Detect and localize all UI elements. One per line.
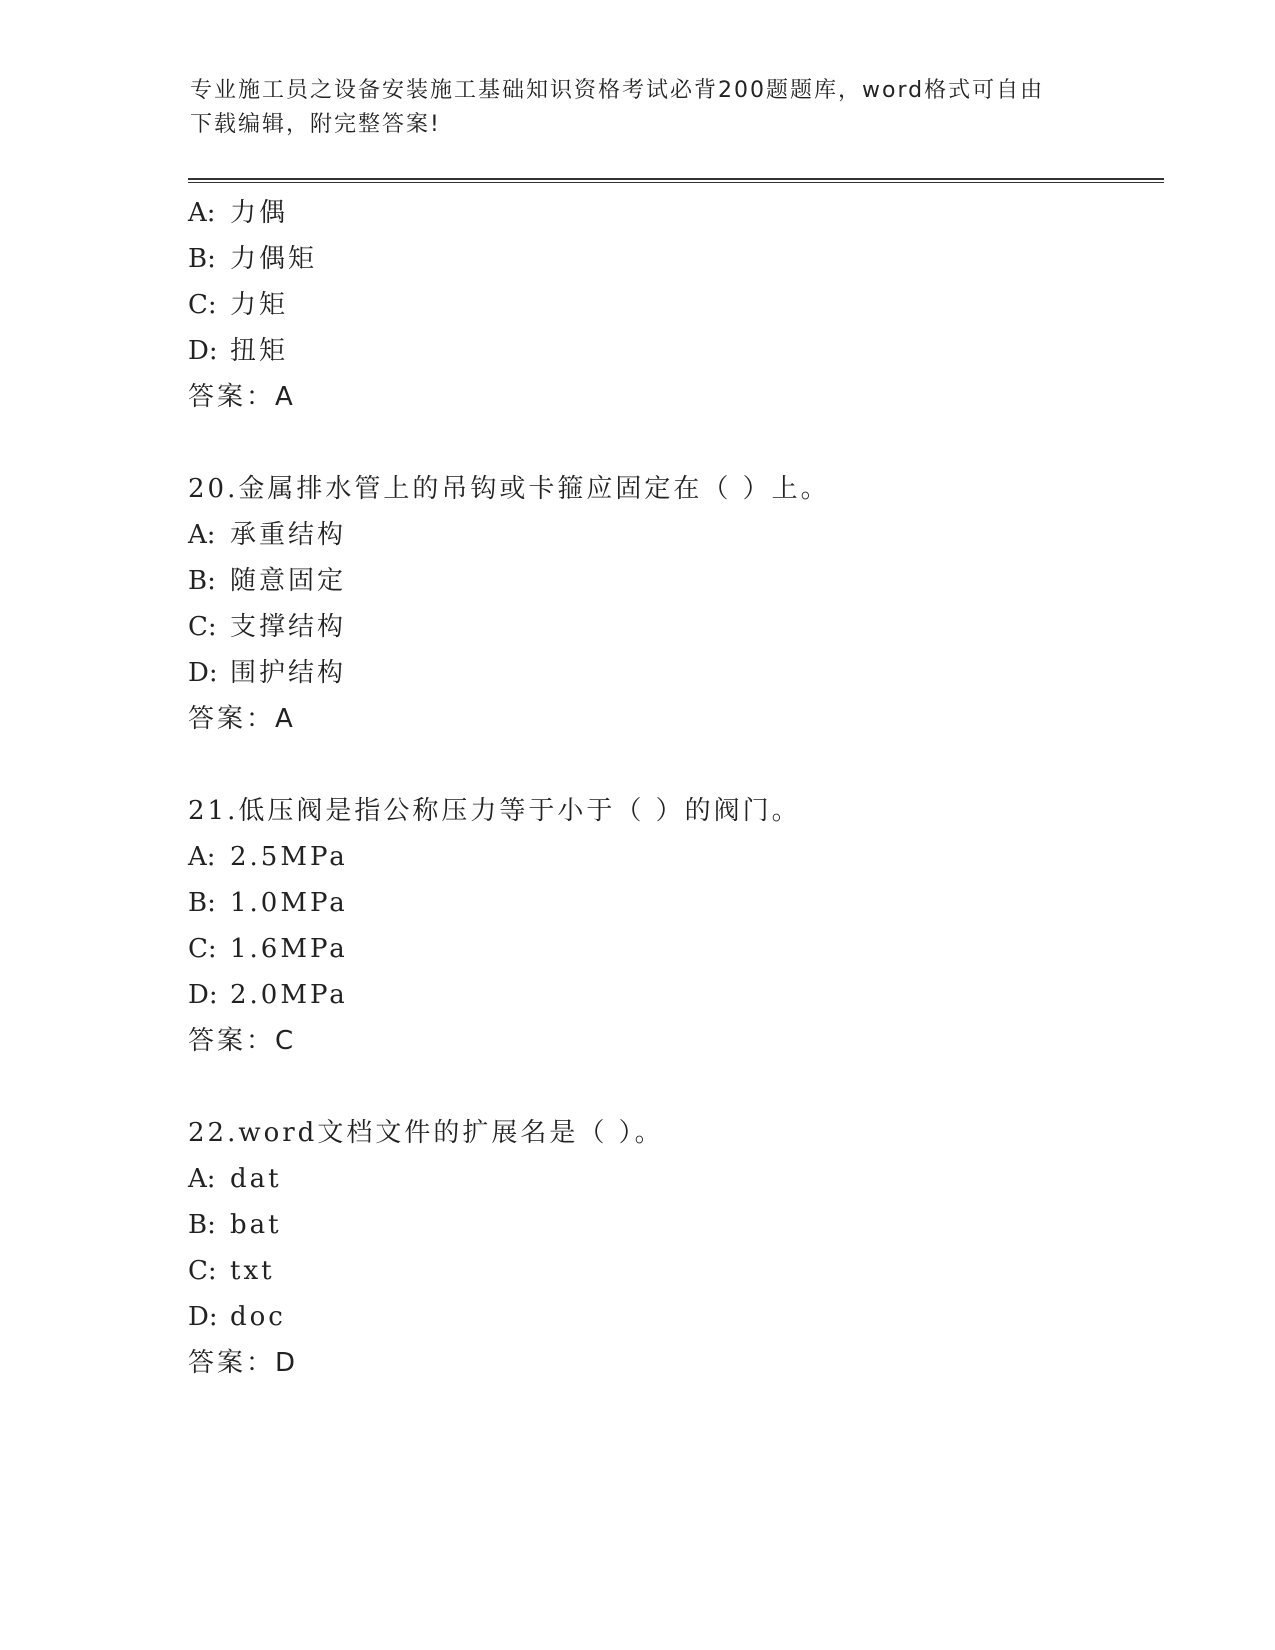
option-a xyxy=(188,190,1138,236)
option-letter: D: xyxy=(188,336,218,366)
option-b xyxy=(188,1202,1138,1248)
option-letter: D: xyxy=(188,1302,218,1332)
option-text: 1.0MPa xyxy=(230,888,348,918)
option-text: doc xyxy=(230,1302,286,1332)
option-letter: D: xyxy=(188,980,218,1010)
option-text: 2.0MPa xyxy=(230,980,348,1010)
option-text: 力偶 xyxy=(230,198,289,228)
question-22 xyxy=(188,1110,1138,1386)
option-text: 力偶矩 xyxy=(230,244,318,274)
option-text: 支撑结构 xyxy=(230,612,347,642)
spacer xyxy=(188,1064,1138,1110)
answer-line: 答案：A xyxy=(188,704,296,734)
question-stem: 22.word文档文件的扩展名是（ ）。 xyxy=(188,1118,664,1148)
option-letter: B: xyxy=(188,1210,216,1240)
option-letter: C: xyxy=(188,612,217,642)
answer-line: 答案：D xyxy=(188,1348,299,1378)
option-letter: B: xyxy=(188,244,216,274)
option-letter: A: xyxy=(188,842,216,872)
option-d xyxy=(188,650,1138,696)
option-text: 1.6MPa xyxy=(230,934,348,964)
option-text: 围护结构 xyxy=(230,658,347,688)
option-b xyxy=(188,880,1138,926)
option-d xyxy=(188,328,1138,374)
question-20 xyxy=(188,466,1138,742)
answer-line: 答案：C xyxy=(188,1026,297,1056)
question-stem: 21.低压阀是指公称压力等于小于（ ）的阀门。 xyxy=(188,796,801,826)
option-text: 2.5MPa xyxy=(230,842,348,872)
question-stem: 20.金属排水管上的吊钩或卡箍应固定在（ ）上。 xyxy=(188,474,830,504)
option-c xyxy=(188,604,1138,650)
question-19 xyxy=(188,190,1138,420)
option-d xyxy=(188,972,1138,1018)
option-a xyxy=(188,1156,1138,1202)
option-text: bat xyxy=(230,1210,282,1240)
option-text: 随意固定 xyxy=(230,566,347,596)
question-list xyxy=(188,190,1138,1386)
option-letter: C: xyxy=(188,1256,217,1286)
option-text: dat xyxy=(230,1164,282,1194)
option-text: 扭矩 xyxy=(230,336,289,366)
spacer xyxy=(188,742,1138,788)
option-text: 力矩 xyxy=(230,290,289,320)
spacer xyxy=(188,420,1138,466)
question-21 xyxy=(188,788,1138,1064)
document-header xyxy=(190,74,1090,142)
option-letter: D: xyxy=(188,658,218,688)
option-text: 承重结构 xyxy=(230,520,347,550)
option-c xyxy=(188,926,1138,972)
option-a xyxy=(188,834,1138,880)
header-divider-thick xyxy=(188,178,1164,180)
option-letter: B: xyxy=(188,566,216,596)
option-d xyxy=(188,1294,1138,1340)
option-letter: B: xyxy=(188,888,216,918)
answer-line: 答案：A xyxy=(188,382,296,412)
header-divider-thin xyxy=(188,182,1164,183)
option-a xyxy=(188,512,1138,558)
option-c xyxy=(188,1248,1138,1294)
option-c xyxy=(188,282,1138,328)
option-b xyxy=(188,236,1138,282)
option-letter: A: xyxy=(188,198,216,228)
option-letter: A: xyxy=(188,1164,216,1194)
header-title-line-1: 专业施工员之设备安装施工基础知识资格考试必背200题题库，word格式可自由 xyxy=(190,78,1045,103)
option-text: txt xyxy=(230,1256,275,1286)
header-title-line-2: 下载编辑，附完整答案! xyxy=(190,112,441,137)
option-letter: C: xyxy=(188,934,217,964)
option-letter: C: xyxy=(188,290,217,320)
option-b xyxy=(188,558,1138,604)
option-letter: A: xyxy=(188,520,216,550)
